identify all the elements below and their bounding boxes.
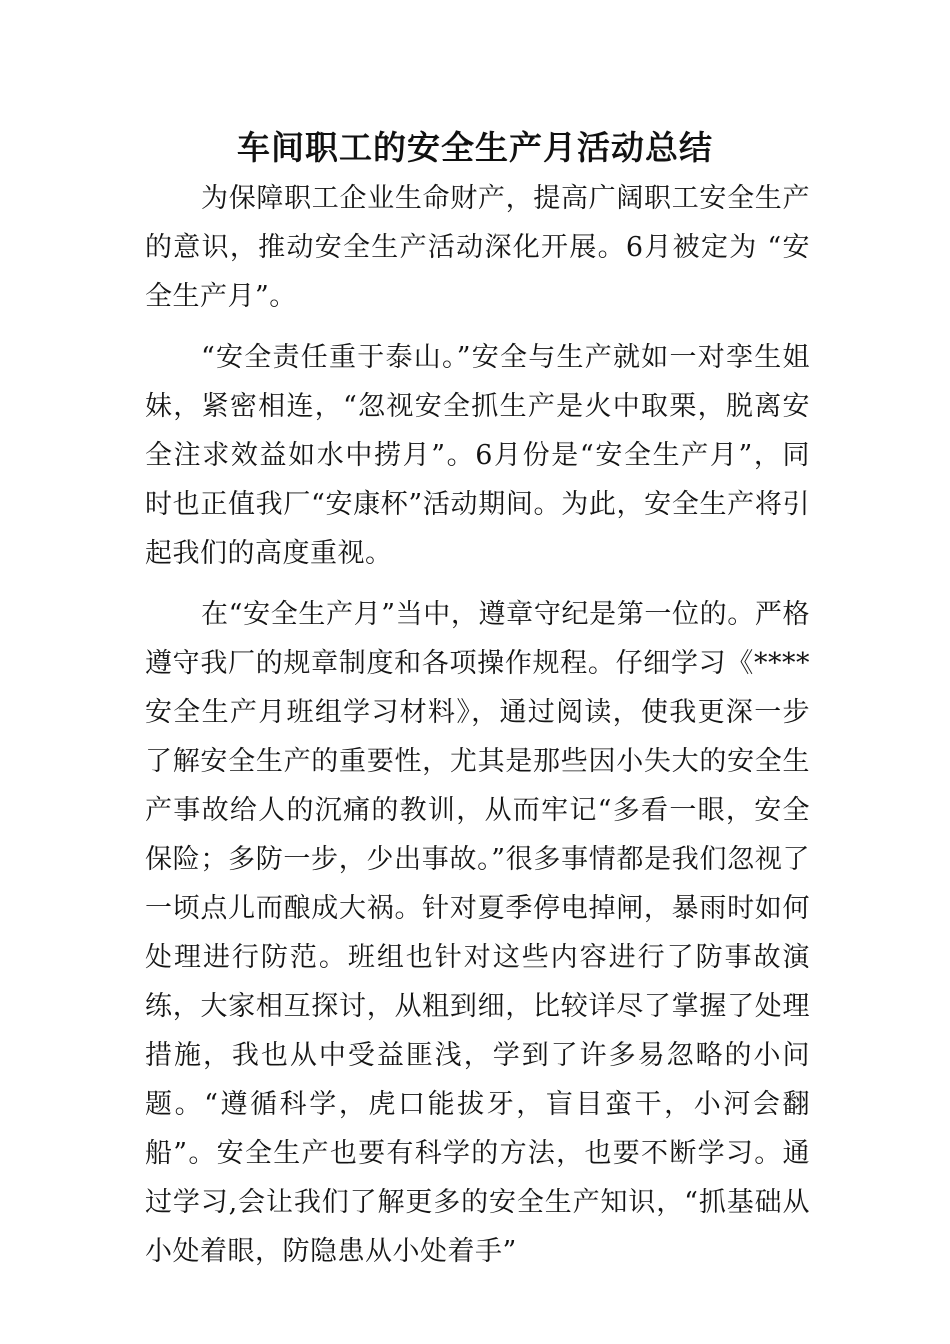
paragraph-2: “安全责任重于泰山。”安全与生产就如一对孪生姐妹，紧密相连，“忽视安全抓生产是火中取栗，脱离安全注求效益如水中捞月”。6月份是“安全生产月”，同时也正值我厂“安康杯”活动期间。为此，安全生产将引起我们的高度重视。 [145,342,810,569]
paragraph-1: 为保障职工企业生命财产，提高广阔职工安全生产的意识，推动安全生产活动深化开展。6月被定为 “安全生产月”。 [145,183,810,312]
paragraph-3: 在“安全生产月”当中，遵章守纪是第一位的。严格遵守我厂的规章制度和各项操作规程。仔细学习《****安全生产月班组学习材料》，通过阅读，使我更深一步了解安全生产的重要性，尤其是那些因小失大的安全生产事故给人的沉痛的教训，从而牢记“多看一眼，安全保险；多防一步，少出事故。”很多事情都是我们忽视了一顷点儿而酿成大祸。针对夏季停电掉闸，暴雨时如何处理进行防范。班组也针对这些内容进行了防事故演练，大家相互探讨，从粗到细，比较详尽了掌握了处理措施，我也从中受益匪浅，学到了许多易忽略的小问题。“遵循科学，虎口能拔牙，盲目蛮干，小河会翻船”。安全生产也要有科学的方法，也要不断学习。通过学习,会让我们了解更多的安全生产知识，“抓基础从小处着眼，防隐患从小处着手” [145,599,810,1267]
document-title: 车间职工的安全生产月活动总结 [237,128,713,167]
document-body [145,174,810,1288]
